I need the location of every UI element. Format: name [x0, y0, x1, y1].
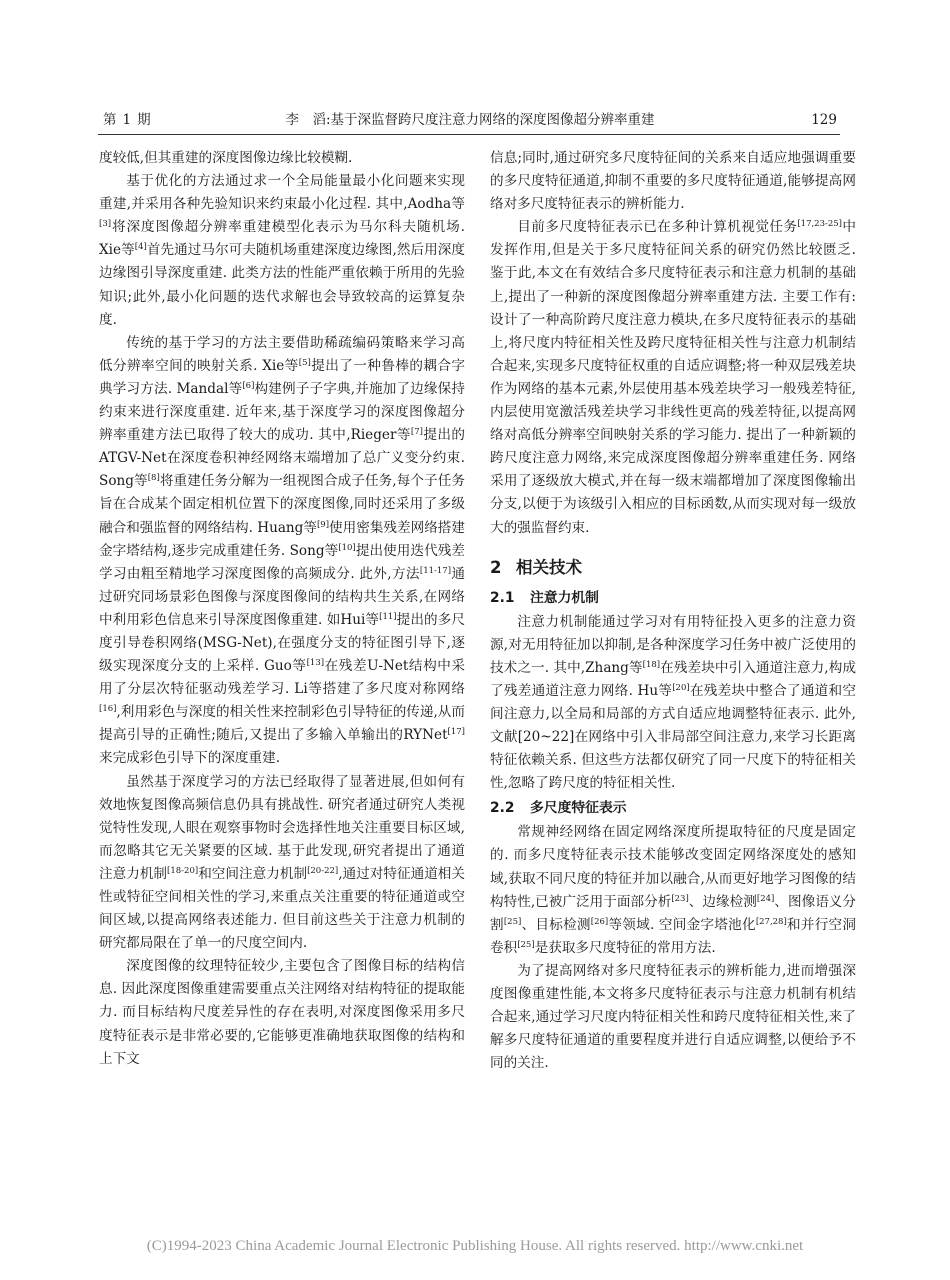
page-number: 129: [811, 112, 837, 128]
paragraph: 目前多尺度特征表示已在多种计算机视觉任务[17,23-25]中发挥作用,但是关于多尺度特征间关系的研究仍然比较匮乏. 鉴于此,本文在有效结合多尺度特征表示和注意力机制的基础上,提出了一种新的深度图像超分辨率重建方法. 主要工作有:设计了一种高阶跨尺度注意力模块,在多尺度特征表示的基础上,将尺度内特征相关性及跨尺度特征相关性与注意力机制结合起来,实现多尺度特征权重的自适应调整;将一种双层残差块作为网络的基本元素,外层使用基本残差块学习一般残差特征,内层使用宽激活残差块学习非线性更高的残差特征,以提高网络对高低分辨率空间映射关系的学习能力. 提出了一种新颖的跨尺度注意力网络,来完成深度图像超分辨率重建任务. 网络采用了逐级放大模式,并在每一级末端都增加了深度图像输出分支,以便于为该级引入相应的目标函数,从而实现对每一级放大的强监督约束.: [490, 219, 857, 536]
citation[interactable]: [17]: [447, 727, 465, 738]
citation[interactable]: [7]: [410, 427, 423, 438]
issue-label: 第1期: [103, 112, 157, 128]
paragraph: 深度图像的纹理特征较少,主要包含了图像目标的结构信息. 因此深度图像重建需要重点关注网络对结构特征的提取能力. 而目标结构尺度差异性的存在表明,对深度图像采用多尺度特征表示是非常必要的,它能够更准确地获取图像的结构和上下文: [99, 958, 465, 1067]
citation[interactable]: [27,28]: [755, 916, 787, 927]
citation[interactable]: [11-17]: [419, 565, 452, 576]
citation[interactable]: [23]: [671, 893, 689, 904]
citation[interactable]: [11]: [379, 611, 397, 622]
section-heading: 2 相关技术: [490, 557, 582, 577]
citation[interactable]: [4]: [134, 242, 147, 253]
subsection-heading: 2.1 注意力机制: [490, 589, 599, 606]
copyright-footer: (C)1994-2023 China Academic Journal Electronic Publishing House. All rights reserved. http://www.cnki.net: [146, 1238, 804, 1254]
subsection-heading: 2.2 多尺度特征表示: [490, 800, 627, 817]
paragraph: 注意力机制能通过学习对有用特征投入更多的注意力资源,对无用特征加以抑制,是各种深度学习任务中被广泛使用的技术之一. 其中,Zhang等[18]在残差块中引入通道注意力,构成了残差通道注意力网络. Hu等[20]在残差块中整合了通道和空间注意力,以全局和局部的方式自适应地调整特征表示. 此外,文献[20~22]在网络中引入非局部空间注意力,来学习长距离特征依赖关系. 但这些方法都仅研究了同一尺度下的特征相关性,忽略了跨尺度的特征相关性.: [490, 613, 856, 792]
citation[interactable]: [26]: [590, 916, 609, 927]
citation[interactable]: [18]: [642, 659, 661, 670]
citation[interactable]: [16]: [99, 704, 117, 715]
citation[interactable]: [25]: [517, 939, 535, 950]
citation[interactable]: [3]: [99, 219, 112, 230]
citation[interactable]: [24]: [756, 893, 775, 904]
citation[interactable]: [5]: [298, 357, 311, 368]
citation[interactable]: [9]: [316, 519, 330, 530]
header-divider: [98, 134, 840, 135]
citation[interactable]: [17,23-25]: [797, 219, 842, 230]
citation[interactable]: [6]: [242, 380, 255, 391]
citation[interactable]: [13]: [306, 658, 325, 669]
paragraph: 基于优化的方法通过求一个全局能量最小化问题来实现重建,并采用各种先验知识来约束最小化过程. 其中,Aodha等[3]将深度图像超分辨率重建模型化表示为马尔科夫随机场. Xie等[4]首先通过马尔可夫随机场重建深度边缘图,然后用深度边缘图引导深度重建. 此类方法的性能严重依赖于所用的先验知识;此外,最小化问题的迭代求解也会导致较高的运算复杂度.: [99, 173, 465, 328]
paragraph: 虽然基于深度学习的方法已经取得了显著进展,但如何有效地恢复图像高频信息仍具有挑战性. 研究者通过研究人类视觉特性发现,人眼在观察事物时会选择性地关注重要目标区域,而忽略其它无关紧要的区域. 基于此发现,研究者提出了通道注意力机制[18-20]和空间注意力机制[20-22],通过对特征通道相关性或特征空间相关性的学习,来重点关注重要的特征通道或空间区域,以提高网络表述能力. 但目前这些关于注意力机制的研究都局限在了单一的尺度空间内.: [99, 773, 466, 952]
left-column: [99, 147, 465, 1071]
citation[interactable]: [20]: [672, 682, 690, 693]
right-column: [490, 147, 856, 1075]
citation[interactable]: [20-22]: [307, 865, 339, 876]
citation[interactable]: [18-20]: [167, 865, 199, 876]
paragraph: 传统的基于学习的方法主要借助稀疏编码策略来学习高低分辨率空间的映射关系. Xie等[5]提出了一种鲁棒的耦合字典学习方法. Mandal等[6]构建例子子字典,并施加了边缘保持约束来进行深度重建. 近年来,基于深度学习的深度图像超分辨率重建方法已取得了较大的成功. 其中,Rieger等[7]提出的ATGV-Net在深度卷积神经网络末端增加了总广义变分约束. Song等[8]将重建任务分解为一组视图合成子任务,每个子任务旨在合成某个固定相机位置下的深度图像,同时还采用了多级融合和强监督的网络结构. Huang等[9]使用密集残差网络搭建金字塔结构,逐步完成重建任务. Song等[10]提出使用迭代残差学习由粗至精地学习深度图像的高频成分. 此外,方法[11-17]通过研究同场景彩色图像与深度图像间的结构共生关系,在网络中利用彩色信息来引导深度图像重建. 如Hui等[11]提出的多尺度引导卷积网络(MSG-Net),在强度分支的特征图引导下,逐级实现深度分支的上采样. Guo等[13]在残差U-Net结构中采用了分层次特征驱动残差学习. Li等搭建了多尺度对称网络[16],利用彩色与深度的相关性来控制彩色引导特征的传递,从而提高引导的正确性;随后,又提出了多输入单输出的RYNet[17]来完成彩色引导下的深度重建.: [99, 334, 466, 767]
running-title: 李 滔:基于深监督跨尺度注意力网络的深度图像超分辨率重建: [285, 112, 655, 128]
paragraph: 信息;同时,通过研究多尺度特征间的关系来自适应地强调重要的多尺度特征通道,抑制不重要的多尺度特征通道,能够提高网络对多尺度特征表示的辨析能力.: [490, 150, 856, 213]
paragraph: 为了提高网络对多尺度特征表示的辨析能力,进而增强深度图像重建性能,本文将多尺度特征表示与注意力机制有机结合起来,通过学习尺度内特征相关性和跨尺度特征相关性,来了解多尺度特征通道的重要程度并进行自适应调整,以便给予不同的关注.: [490, 962, 856, 1072]
citation[interactable]: [10]: [338, 542, 356, 553]
citation[interactable]: [25]: [503, 916, 522, 927]
paragraph: 常规神经网络在固定网络深度所提取特征的尺度是固定的. 而多尺度特征表示技术能够改变固定网络深度处的感知域,获取不同尺度的特征并加以融合,从而更好地学习图像的结构特性,已被广泛用于面部分析[23]、边缘检测[24]、图像语义分割[25]、目标检测[26]等领域. 空间金字塔池化[27,28]和并行空洞卷积[25]是获取多尺度特征的常用方法.: [490, 824, 857, 956]
paragraph: 度较低,但其重建的深度图像边缘比较模糊.: [99, 150, 353, 166]
page-header: [103, 108, 837, 132]
citation[interactable]: [8]: [147, 473, 160, 484]
